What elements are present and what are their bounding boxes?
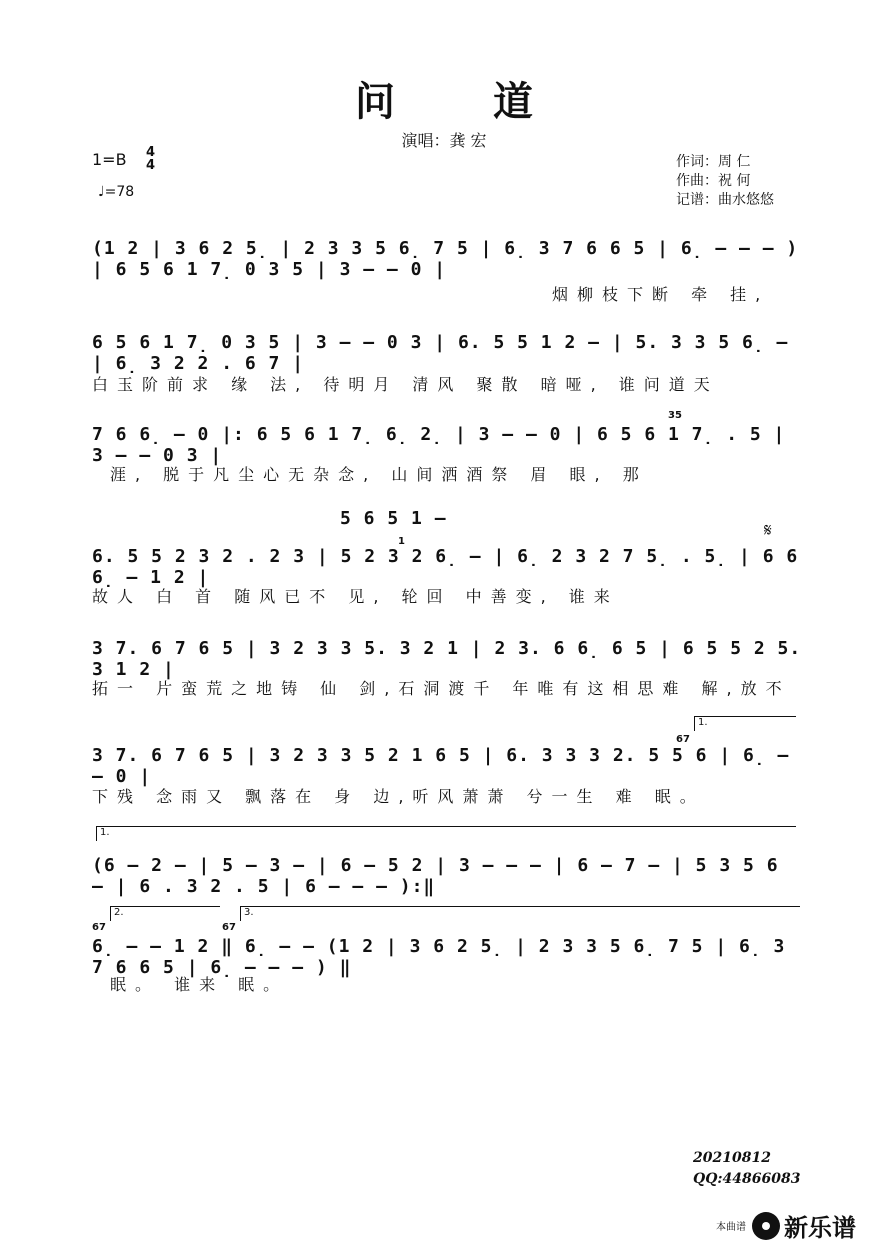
volta-ending-1b: 1.: [96, 826, 796, 841]
site-logo: [716, 1208, 856, 1243]
performer-credit: 演唱：龚 宏: [401, 131, 487, 150]
grace-note-1: 1: [398, 536, 405, 547]
lyrics-system-4: 故人 白 首 随风已不 见, 轮回 中善变, 谁来: [92, 587, 619, 606]
lyricist-credit: 作词：周 仁: [676, 154, 751, 170]
time-signature: [146, 146, 155, 172]
transcription-date: 20210812: [693, 1150, 771, 1166]
volta-ending-2: 2.: [110, 906, 220, 921]
time-signature-top: 4: [146, 145, 156, 160]
music-disc-icon: [752, 1212, 780, 1240]
score-system-2: 6 5 6 1 7̣ 0 3 5 | 3 – – 0 3 | 6. 5 5 1 2 – | 5. 3 3 5 6̣ – | 6̣ 3 2 2 . 6 7 |: [92, 332, 789, 374]
grace-note-67-b: 67: [92, 922, 106, 933]
time-signature-bottom: 4: [146, 158, 156, 173]
lyrics-system-1: 烟柳枝下断 牵 挂,: [552, 285, 770, 304]
lyrics-system-6: 下残 念雨又 飘落在 身 边,听风萧萧 兮一生 难 眠。: [92, 787, 705, 806]
score-system-4: 6. 5 5 2 3 2 . 2 3 | 5 2 3 2 6̣ – | 6̣ 2 3 2 7 5̣ . 5̣ | 6 6 6̣ – 1 2 |: [92, 546, 799, 588]
page-title: 问 道: [355, 78, 575, 125]
grace-note-67-a: 67: [676, 734, 690, 745]
transcriber-credit: 记谱：曲水悠悠: [676, 192, 774, 208]
lyrics-system-8: 眠。 谁来 眠。: [110, 975, 289, 994]
logo-caption: 本曲谱: [716, 1222, 746, 1233]
tempo-marking: ♩=78: [98, 184, 135, 200]
grace-note-67-c: 67: [222, 922, 236, 933]
logo-name: 新乐谱: [784, 1214, 856, 1242]
score-system-8: 6̣ – – 1 2 ‖ 6̣ – – (1 2 | 3 6 2 5̣ | 2 3 3 5 6̣ 7 5 | 6̣ 3 7 6 6 5 | 6̣ – – – ) ‖: [92, 936, 786, 978]
volta-ending-1a: 1.: [694, 716, 796, 731]
lyrics-system-5: 拓一 片蛮荒之地铸 仙 剑,石洞渡千 年唯有这相思难 解,放不: [92, 679, 791, 698]
score-system-1: (1 2 | 3 6 2 5̣ | 2 3 3 5 6̣ 7 5 | 6̣ 3 7 6 6 5 | 6̣ – – – ) | 6 5 6 1 7̣ 0 3 5 | 3 – – 0 |: [92, 238, 799, 280]
score-system-6: 3 7. 6 7 6 5 | 3 2 3 3 5 2 1 6 5 | 6. 3 3 3 2. 5 5 6 | 6̣ – – 0 |: [92, 745, 790, 787]
volta-ending-3: 3.: [240, 906, 800, 921]
contact-qq: QQ:44866083: [693, 1171, 801, 1187]
segno-sign: 𝄋: [764, 520, 772, 541]
key-signature: 1=B: [92, 150, 127, 169]
score-system-7: (6 – 2 – | 5 – 3 – | 6 – 5 2 | 3 – – – | 6 – 7 – | 5 3 5 6 – | 6 . 3 2 . 5 | 6 – – – ):‖: [92, 855, 779, 897]
score-system-3: 7 6 6̣ – 0 |: 6 5 6 1 7̣ 6̣ 2̣ | 3 – – 0 | 6 5 6 1 7̣ . 5 | 3 – – 0 3 |: [92, 424, 786, 466]
score-system-5: 3 7. 6 7 6 5 | 3 2 3 3 5. 3 2 1 | 2 3. 6 6̣ 6 5 | 6 5 5 2 5. 3 1 2 |: [92, 638, 802, 680]
credits-block: [676, 153, 774, 210]
upper-voice-notes: 5 6 5 1 –: [340, 508, 447, 529]
lyrics-system-2: 白玉阶前求 缘 法, 待明月 清风 聚散 暗哑, 谁问道天: [92, 375, 719, 394]
grace-note-35: 35: [668, 410, 682, 421]
lyrics-system-3: 涯, 脱于凡尘心无杂念, 山间洒酒祭 眉 眼, 那: [110, 465, 648, 484]
composer-credit: 作曲：祝 何: [676, 173, 751, 189]
